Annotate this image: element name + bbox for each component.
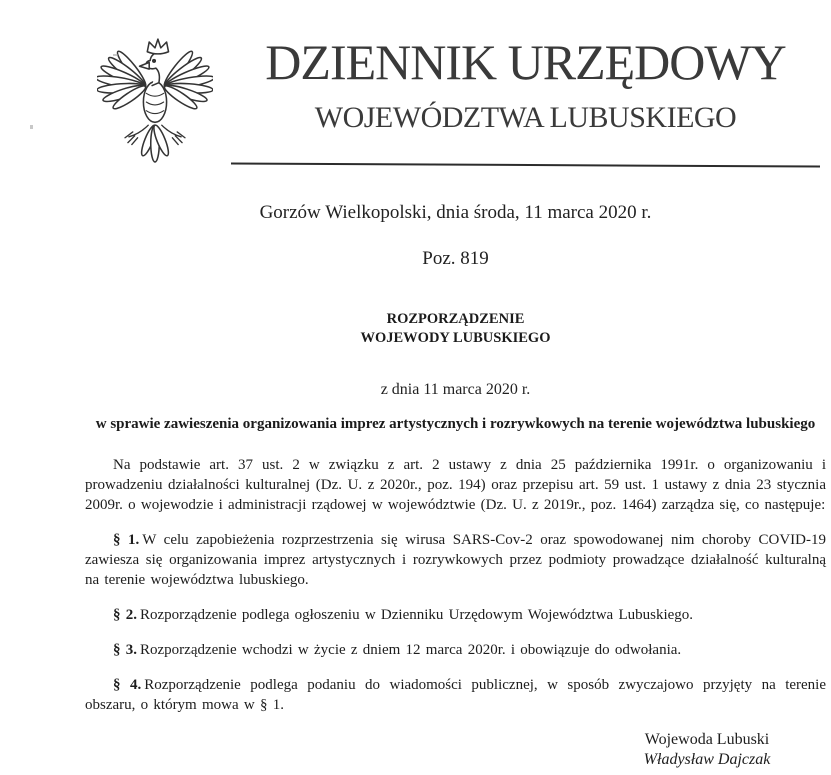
publication-dateline: Gorzów Wielkopolski, dnia środa, 11 marca 2020 r. <box>259 202 652 223</box>
eagle-crown <box>147 39 168 54</box>
paragraph-2 <box>85 605 826 625</box>
signature-block <box>602 730 812 770</box>
eagle-eye <box>153 60 156 63</box>
act-subject: w sprawie zawieszenia organizowania imprez artystycznych i rozrywkowych na terenie województwa lubuskiego <box>95 415 816 432</box>
eagle-right-wing <box>161 49 213 112</box>
signature-title: Wojewoda Lubuski <box>644 730 770 748</box>
paragraph-4-marker: § 4. <box>113 676 142 693</box>
paragraph-3-text: Rozporządzenie wchodzi w życie z dniem 12 marca 2020r. i obowiązuje do odwołania. <box>140 641 682 658</box>
journal-masthead <box>0 0 831 175</box>
act-type-line2: WOJEWODY LUBUSKIEGO <box>360 329 551 346</box>
act-type-line1: ROZPORZĄDZENIE <box>386 311 525 327</box>
paragraph-2-marker: § 2. <box>113 606 137 623</box>
header-divider <box>231 162 820 167</box>
act-date-line: z dnia 11 marca 2020 r. <box>380 380 531 398</box>
journal-subtitle: WOJEWÓDZTWA LUBUSKIEGO <box>314 100 737 134</box>
paragraph-4 <box>85 675 826 715</box>
paragraph-3 <box>85 640 826 660</box>
document-body <box>85 190 826 770</box>
act-type-heading <box>85 310 826 348</box>
scan-artifact <box>30 125 33 129</box>
eagle-left-wing <box>97 49 149 112</box>
signature-name: Władysław Dajczak <box>643 750 771 768</box>
journal-title: DZIENNIK URZĘDOWY <box>265 34 786 90</box>
paragraph-4-text: Rozporządzenie podlega podaniu do wiadomości publicznej, w sposób zwyczajowo przyjęty na terenie obszaru, o którym mowa w § 1. <box>85 676 827 713</box>
position-number: Poz. 819 <box>422 248 489 269</box>
eagle-beak <box>140 62 150 69</box>
paragraph-2-text: Rozporządzenie podlega ogłoszeniu w Dzienniku Urzędowym Województwa Lubuskiego. <box>140 606 694 623</box>
preamble-paragraph: Na podstawie art. 37 ust. 2 w związku z art. 2 ustawy z dnia 25 października 1991r. o organizowaniu i prowadzeniu działalności kulturalnej (Dz. U. z 2020r., poz. 194) oraz przepisu art. 59 ust. 1 ustawy z dnia 23 stycznia 2009r. o wojewodzie i administracji rządowej w województwie (Dz. U. z 2019r., poz. 1464) zarządza się, co następuje: <box>85 456 826 513</box>
paragraph-1 <box>85 530 826 590</box>
paragraph-1-marker: § 1. <box>113 531 140 548</box>
paragraph-3-marker: § 3. <box>113 641 137 658</box>
paragraph-1-text: W celu zapobieżenia rozprzestrzenia się wirusa SARS-Cov-2 oraz spowodowanej nim choroby COVID-19 zawiesza się organizowania imprez artystycznych i rozrywkowych przez podmioty prowadzące działalność kulturalną na terenie województwa lubuskiego. <box>85 531 827 588</box>
scan-artifact <box>113 54 118 56</box>
